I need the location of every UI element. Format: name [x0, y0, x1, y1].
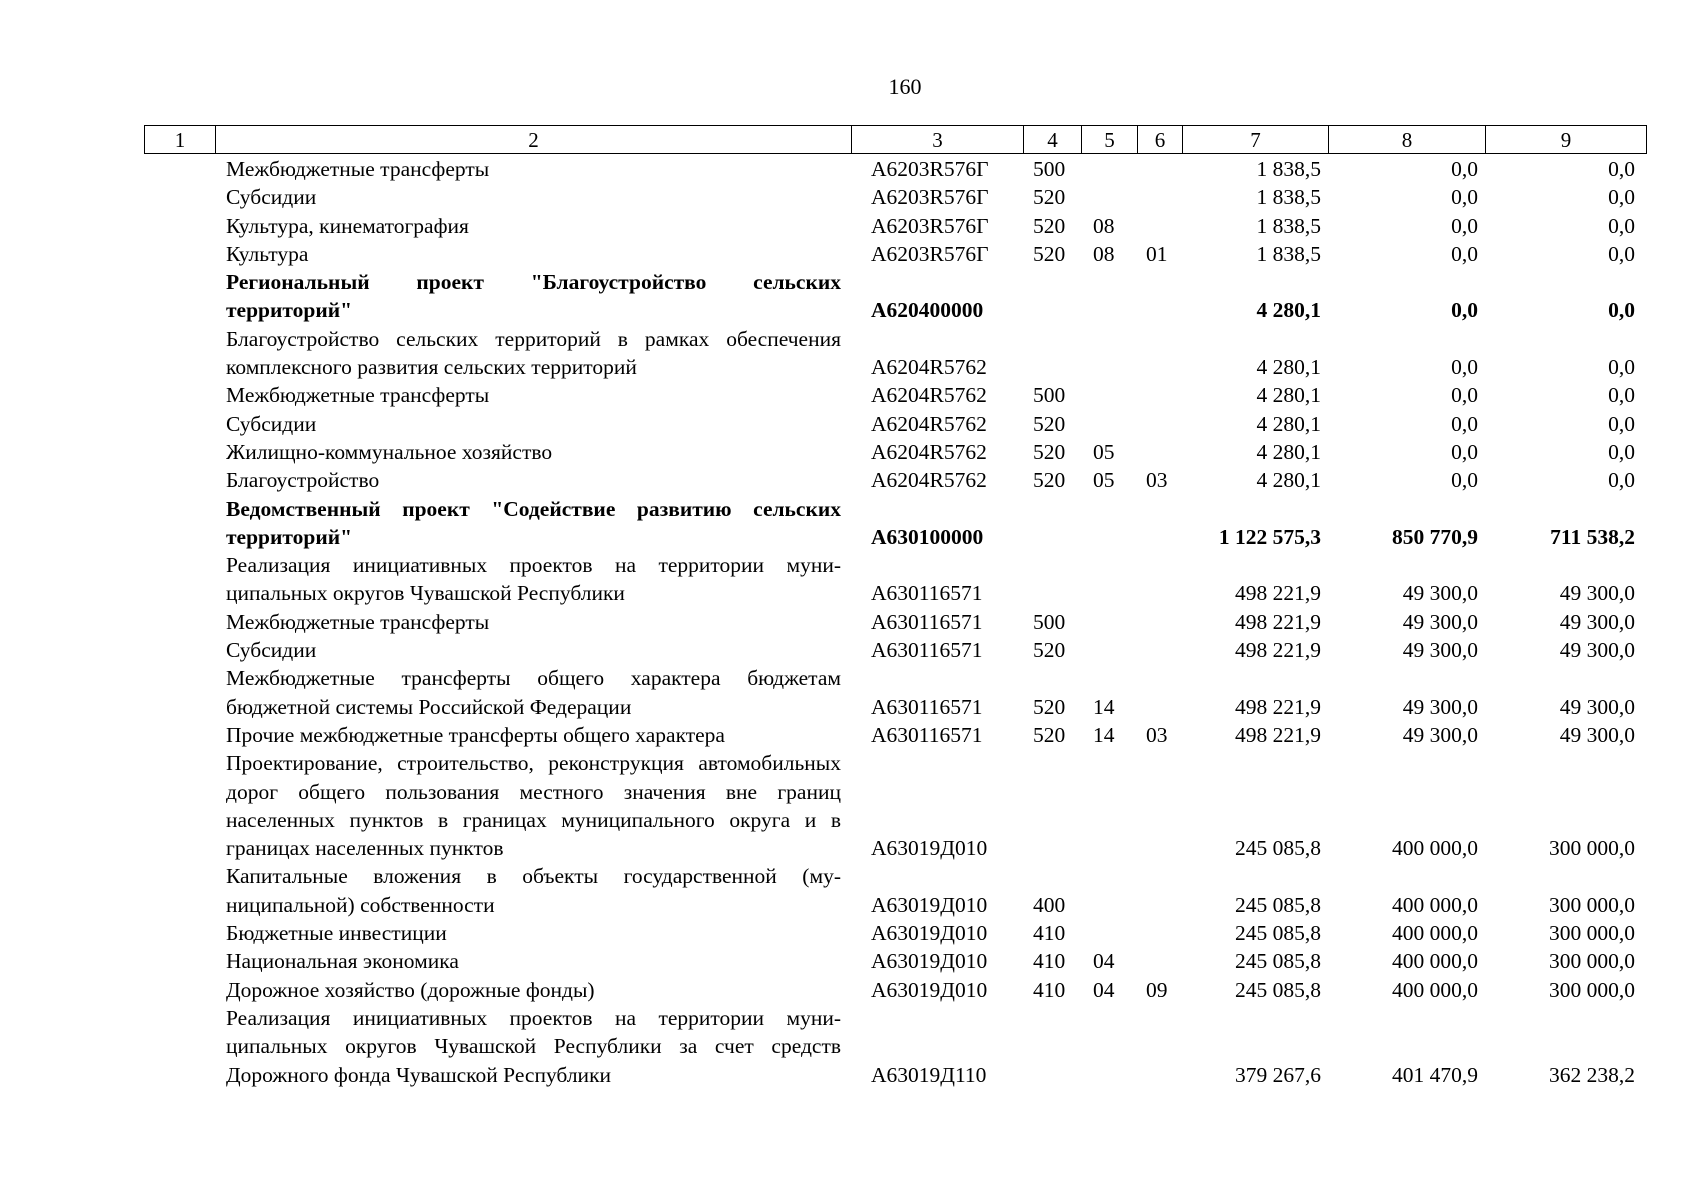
- row-value-9: 0,0: [1608, 298, 1635, 323]
- row-name: Реализация инициативных проектов на территории муниципальных округов Чувашской Республики за счет средств Дорожного фонда Чувашской Республики: [226, 1005, 841, 1087]
- col-1-cell: [144, 947, 215, 975]
- row-value-8: 400 000,0: [1392, 949, 1478, 974]
- row-code: А63019Д010: [871, 921, 988, 946]
- row-value-9: 0,0: [1608, 468, 1635, 493]
- row-col5: [1081, 862, 1137, 919]
- row-code: А63019Д010: [871, 836, 988, 861]
- row-col5: 14: [1093, 722, 1115, 747]
- row-code: А6204R5762: [871, 355, 987, 380]
- row-col4: 500: [1033, 157, 1066, 181]
- col-1-cell: [144, 749, 215, 862]
- col-1-cell: [144, 1004, 215, 1089]
- row-name: Реализация инициативных проектов на территории муниципальных округов Чувашской Республики: [226, 553, 841, 606]
- col-1-cell: [144, 325, 215, 382]
- row-value-8: 400 000,0: [1392, 977, 1478, 1002]
- row-value-9: 49 300,0: [1559, 609, 1635, 634]
- row-value-9: 0,0: [1608, 157, 1635, 181]
- row-col6: [1137, 749, 1182, 862]
- col-1-cell: [144, 919, 215, 947]
- row-col4: 400: [1033, 892, 1066, 917]
- row-value-9: 0,0: [1608, 241, 1635, 266]
- row-value-9: 0,0: [1608, 411, 1635, 436]
- column-header-table: [144, 125, 1647, 154]
- row-col5: [1081, 381, 1137, 409]
- row-name: Жилищно-коммунальное хозяйство: [226, 439, 553, 464]
- row-code: А63019Д010: [871, 892, 988, 917]
- header-col-3: 3: [852, 126, 1024, 154]
- row-col4: 520: [1033, 468, 1066, 493]
- row-col4: [1023, 551, 1081, 608]
- row-col6: [1137, 919, 1182, 947]
- row-col5: 05: [1093, 468, 1115, 493]
- row-col4: 520: [1033, 439, 1066, 464]
- col-1-cell: [144, 495, 215, 552]
- row-col4: 500: [1033, 383, 1066, 408]
- header-col-8: 8: [1329, 126, 1486, 154]
- row-value-9: 300 000,0: [1549, 977, 1635, 1002]
- row-value-7: 498 221,9: [1235, 609, 1321, 634]
- col-1-cell: [144, 721, 215, 749]
- row-col6: [1137, 636, 1182, 664]
- row-col6: [1137, 1004, 1182, 1089]
- row-col6: [1137, 268, 1182, 325]
- col-1-cell: [144, 268, 215, 325]
- row-col6: [1137, 664, 1182, 721]
- row-col6: [1137, 862, 1182, 919]
- row-value-7: 245 085,8: [1235, 949, 1321, 974]
- row-col5: 14: [1093, 694, 1115, 719]
- row-name: Региональный проект "Благоустройство сельских территорий": [226, 270, 841, 323]
- col-1-cell: [144, 410, 215, 438]
- row-code: А6204R5762: [871, 383, 987, 408]
- row-code: А630116571: [871, 722, 983, 747]
- row-value-8: 401 470,9: [1392, 1062, 1478, 1087]
- row-col4: 520: [1033, 241, 1066, 266]
- row-value-7: 498 221,9: [1235, 722, 1321, 747]
- row-value-7: 245 085,8: [1235, 892, 1321, 917]
- row-name: Благоустройство: [226, 468, 380, 493]
- col-1-cell: [144, 466, 215, 494]
- row-value-8: 0,0: [1451, 411, 1478, 436]
- row-col6: 09: [1146, 977, 1168, 1002]
- row-code: А63019Д010: [871, 977, 988, 1002]
- row-name: Капитальные вложения в объекты государственной (муниципальной) собственности: [226, 864, 841, 917]
- row-name: Культура: [226, 241, 309, 266]
- row-name: Благоустройство сельских территорий в рамках обеспечения комплексного развития сельских территорий: [226, 326, 841, 380]
- row-value-7: 498 221,9: [1235, 581, 1321, 606]
- col-1-cell: [144, 636, 215, 664]
- table-row: [144, 268, 1646, 325]
- header-col-6: 6: [1138, 126, 1183, 154]
- row-name: Бюджетные инвестиции: [226, 921, 447, 946]
- row-value-9: 0,0: [1608, 355, 1635, 380]
- row-value-8: 49 300,0: [1402, 694, 1478, 719]
- row-value-7: 1 838,5: [1256, 157, 1321, 181]
- table-row: [144, 1004, 1646, 1089]
- header-col-4: 4: [1024, 126, 1082, 154]
- row-value-7: 4 280,1: [1256, 355, 1321, 380]
- row-name: Межбюджетные трансферты: [226, 383, 490, 408]
- row-value-8: 400 000,0: [1392, 836, 1478, 861]
- row-col6: [1137, 212, 1182, 240]
- row-col5: 08: [1093, 213, 1115, 238]
- row-col6: [1137, 410, 1182, 438]
- row-col6: [1137, 438, 1182, 466]
- row-col4: [1023, 325, 1081, 382]
- row-col5: [1081, 183, 1137, 211]
- row-value-8: 49 300,0: [1402, 638, 1478, 663]
- row-code: А6203R576Г: [871, 241, 989, 266]
- col-1-cell: [144, 381, 215, 409]
- row-name: Межбюджетные трансферты: [226, 609, 490, 634]
- row-value-9: 49 300,0: [1559, 581, 1635, 606]
- table-row: [144, 495, 1646, 552]
- row-code: А630116571: [871, 581, 983, 606]
- row-name: Межбюджетные трансферты общего характера бюджетам бюджетной системы Российской Федерации: [226, 666, 841, 719]
- row-col5: [1081, 551, 1137, 608]
- table-row: [144, 919, 1646, 947]
- row-value-7: 245 085,8: [1235, 921, 1321, 946]
- col-1-cell: [144, 438, 215, 466]
- row-col4: 410: [1033, 949, 1066, 974]
- row-col4: 520: [1033, 411, 1066, 436]
- row-col5: 04: [1093, 949, 1115, 974]
- row-col6: [1137, 381, 1182, 409]
- row-value-8: 0,0: [1451, 383, 1478, 408]
- row-value-9: 0,0: [1608, 185, 1635, 210]
- row-name: Ведомственный проект "Содействие развитию сельских территорий": [226, 496, 841, 549]
- row-code: А630116571: [871, 694, 983, 719]
- row-value-9: 49 300,0: [1559, 722, 1635, 747]
- row-code: А6203R576Г: [871, 185, 989, 210]
- row-value-7: 498 221,9: [1235, 694, 1321, 719]
- row-col6: [1137, 183, 1182, 211]
- row-value-9: 362 238,2: [1549, 1062, 1635, 1087]
- row-value-9: 49 300,0: [1559, 638, 1635, 663]
- row-value-8: 400 000,0: [1392, 892, 1478, 917]
- row-col5: [1081, 410, 1137, 438]
- table-row: [144, 862, 1646, 919]
- row-col4: [1023, 495, 1081, 552]
- row-value-7: 1 838,5: [1256, 213, 1321, 238]
- row-code: А6203R576Г: [871, 157, 989, 181]
- col-1-cell: [144, 608, 215, 636]
- row-col4: 520: [1033, 213, 1066, 238]
- row-col6: 03: [1146, 722, 1168, 747]
- row-value-7: 4 280,1: [1256, 468, 1321, 493]
- table-row: [144, 155, 1646, 183]
- row-value-7: 245 085,8: [1235, 836, 1321, 861]
- row-col4: [1023, 749, 1081, 862]
- row-col5: [1081, 608, 1137, 636]
- row-col4: 500: [1033, 609, 1066, 634]
- row-value-7: 245 085,8: [1235, 977, 1321, 1002]
- row-value-7: 4 280,1: [1256, 298, 1321, 323]
- row-name: Проектирование, строительство, реконструкция автомобильных дорог общего пользования местного значения вне границ населенных пунктов в границах муниципального округа и в границах населенных пунктов: [226, 751, 841, 861]
- row-col6: 03: [1146, 468, 1168, 493]
- row-name: Прочие межбюджетные трансферты общего характера: [226, 722, 725, 747]
- row-code: А6204R5762: [871, 468, 987, 493]
- row-value-7: 1 838,5: [1256, 185, 1321, 210]
- row-name: Субсидии: [226, 638, 317, 663]
- row-col6: [1137, 325, 1182, 382]
- row-col5: [1081, 495, 1137, 552]
- row-value-8: 49 300,0: [1402, 722, 1478, 747]
- col-1-cell: [144, 551, 215, 608]
- col-1-cell: [144, 862, 215, 919]
- row-value-8: 49 300,0: [1402, 581, 1478, 606]
- row-col4: 520: [1033, 722, 1066, 747]
- row-col4: [1023, 1004, 1081, 1089]
- row-value-7: 498 221,9: [1235, 638, 1321, 663]
- header-col-5: 5: [1082, 126, 1138, 154]
- row-col4: 410: [1033, 921, 1066, 946]
- header-row: [145, 126, 1647, 154]
- row-col5: [1081, 919, 1137, 947]
- row-col4: [1023, 268, 1081, 325]
- row-value-9: 300 000,0: [1549, 921, 1635, 946]
- row-value-8: 0,0: [1451, 241, 1478, 266]
- row-value-8: 49 300,0: [1402, 609, 1478, 634]
- row-name: Субсидии: [226, 411, 317, 436]
- row-col6: [1137, 608, 1182, 636]
- row-value-8: 0,0: [1451, 468, 1478, 493]
- row-name: Межбюджетные трансферты: [226, 157, 490, 181]
- row-col5: [1081, 1004, 1137, 1089]
- row-value-8: 0,0: [1451, 439, 1478, 464]
- row-col6: [1137, 155, 1182, 183]
- table-row: [144, 325, 1646, 382]
- row-col4: 520: [1033, 185, 1066, 210]
- row-value-8: 850 770,9: [1392, 524, 1478, 549]
- row-col4: 520: [1033, 694, 1066, 719]
- table-row: [144, 636, 1646, 664]
- table-row: [144, 240, 1646, 268]
- table-row: [144, 410, 1646, 438]
- row-value-7: 1 122 575,3: [1218, 524, 1321, 549]
- table-row: [144, 947, 1646, 975]
- table-row: [144, 664, 1646, 721]
- row-value-8: 0,0: [1451, 298, 1478, 323]
- row-value-8: 400 000,0: [1392, 921, 1478, 946]
- row-name: Национальная экономика: [226, 949, 459, 974]
- row-value-9: 711 538,2: [1550, 524, 1635, 549]
- table-row: [144, 976, 1646, 1004]
- page-number: 160: [888, 74, 922, 99]
- row-value-7: 4 280,1: [1256, 411, 1321, 436]
- row-value-9: 0,0: [1608, 383, 1635, 408]
- row-col6: 01: [1146, 241, 1168, 266]
- header-col-9: 9: [1486, 126, 1647, 154]
- row-col5: [1081, 155, 1137, 183]
- row-value-7: 4 280,1: [1256, 383, 1321, 408]
- table-row: [144, 212, 1646, 240]
- row-col6: [1137, 947, 1182, 975]
- row-value-7: 1 838,5: [1256, 241, 1321, 266]
- row-value-7: 379 267,6: [1235, 1062, 1321, 1087]
- row-code: А63019Д010: [871, 949, 988, 974]
- row-code: А630100000: [871, 524, 984, 549]
- row-col5: [1081, 636, 1137, 664]
- row-name: Дорожное хозяйство (дорожные фонды): [226, 977, 595, 1002]
- row-code: А63019Д110: [871, 1062, 987, 1087]
- row-col6: [1137, 551, 1182, 608]
- row-value-7: 4 280,1: [1256, 439, 1321, 464]
- row-code: А6204R5762: [871, 411, 987, 436]
- budget-table: [144, 155, 1646, 1089]
- col-1-cell: [144, 976, 215, 1004]
- row-col4: 520: [1033, 638, 1066, 663]
- row-col5: [1081, 268, 1137, 325]
- table-row: [144, 721, 1646, 749]
- row-value-8: 0,0: [1451, 185, 1478, 210]
- table-row: [144, 438, 1646, 466]
- row-value-8: 0,0: [1451, 355, 1478, 380]
- row-code: А630116571: [871, 609, 983, 634]
- col-1-cell: [144, 240, 215, 268]
- row-col6: [1137, 495, 1182, 552]
- table-row: [144, 183, 1646, 211]
- col-1-cell: [144, 183, 215, 211]
- row-value-8: 0,0: [1451, 213, 1478, 238]
- row-code: А6204R5762: [871, 439, 987, 464]
- table-row: [144, 466, 1646, 494]
- row-col5: [1081, 749, 1137, 862]
- row-col5: 08: [1093, 241, 1115, 266]
- row-col5: 05: [1093, 439, 1115, 464]
- row-value-9: 0,0: [1608, 439, 1635, 464]
- row-value-9: 49 300,0: [1559, 694, 1635, 719]
- row-name: Субсидии: [226, 185, 317, 210]
- row-value-9: 300 000,0: [1549, 949, 1635, 974]
- row-value-9: 300 000,0: [1549, 836, 1635, 861]
- header-col-1: 1: [145, 126, 216, 154]
- header-col-7: 7: [1183, 126, 1329, 154]
- header-col-2: 2: [216, 126, 852, 154]
- table-row: [144, 608, 1646, 636]
- row-value-9: 300 000,0: [1549, 892, 1635, 917]
- row-col5: 04: [1093, 977, 1115, 1002]
- col-1-cell: [144, 664, 215, 721]
- row-code: А620400000: [871, 298, 984, 323]
- row-value-9: 0,0: [1608, 213, 1635, 238]
- row-code: А630116571: [871, 638, 983, 663]
- row-name: Культура, кинематография: [226, 213, 469, 238]
- col-1-cell: [144, 212, 215, 240]
- table-row: [144, 381, 1646, 409]
- table-row: [144, 749, 1646, 862]
- row-code: А6203R576Г: [871, 213, 989, 238]
- row-col5: [1081, 325, 1137, 382]
- col-1-cell: [144, 155, 215, 183]
- table-row: [144, 551, 1646, 608]
- row-value-8: 0,0: [1451, 157, 1478, 181]
- row-col4: 410: [1033, 977, 1066, 1002]
